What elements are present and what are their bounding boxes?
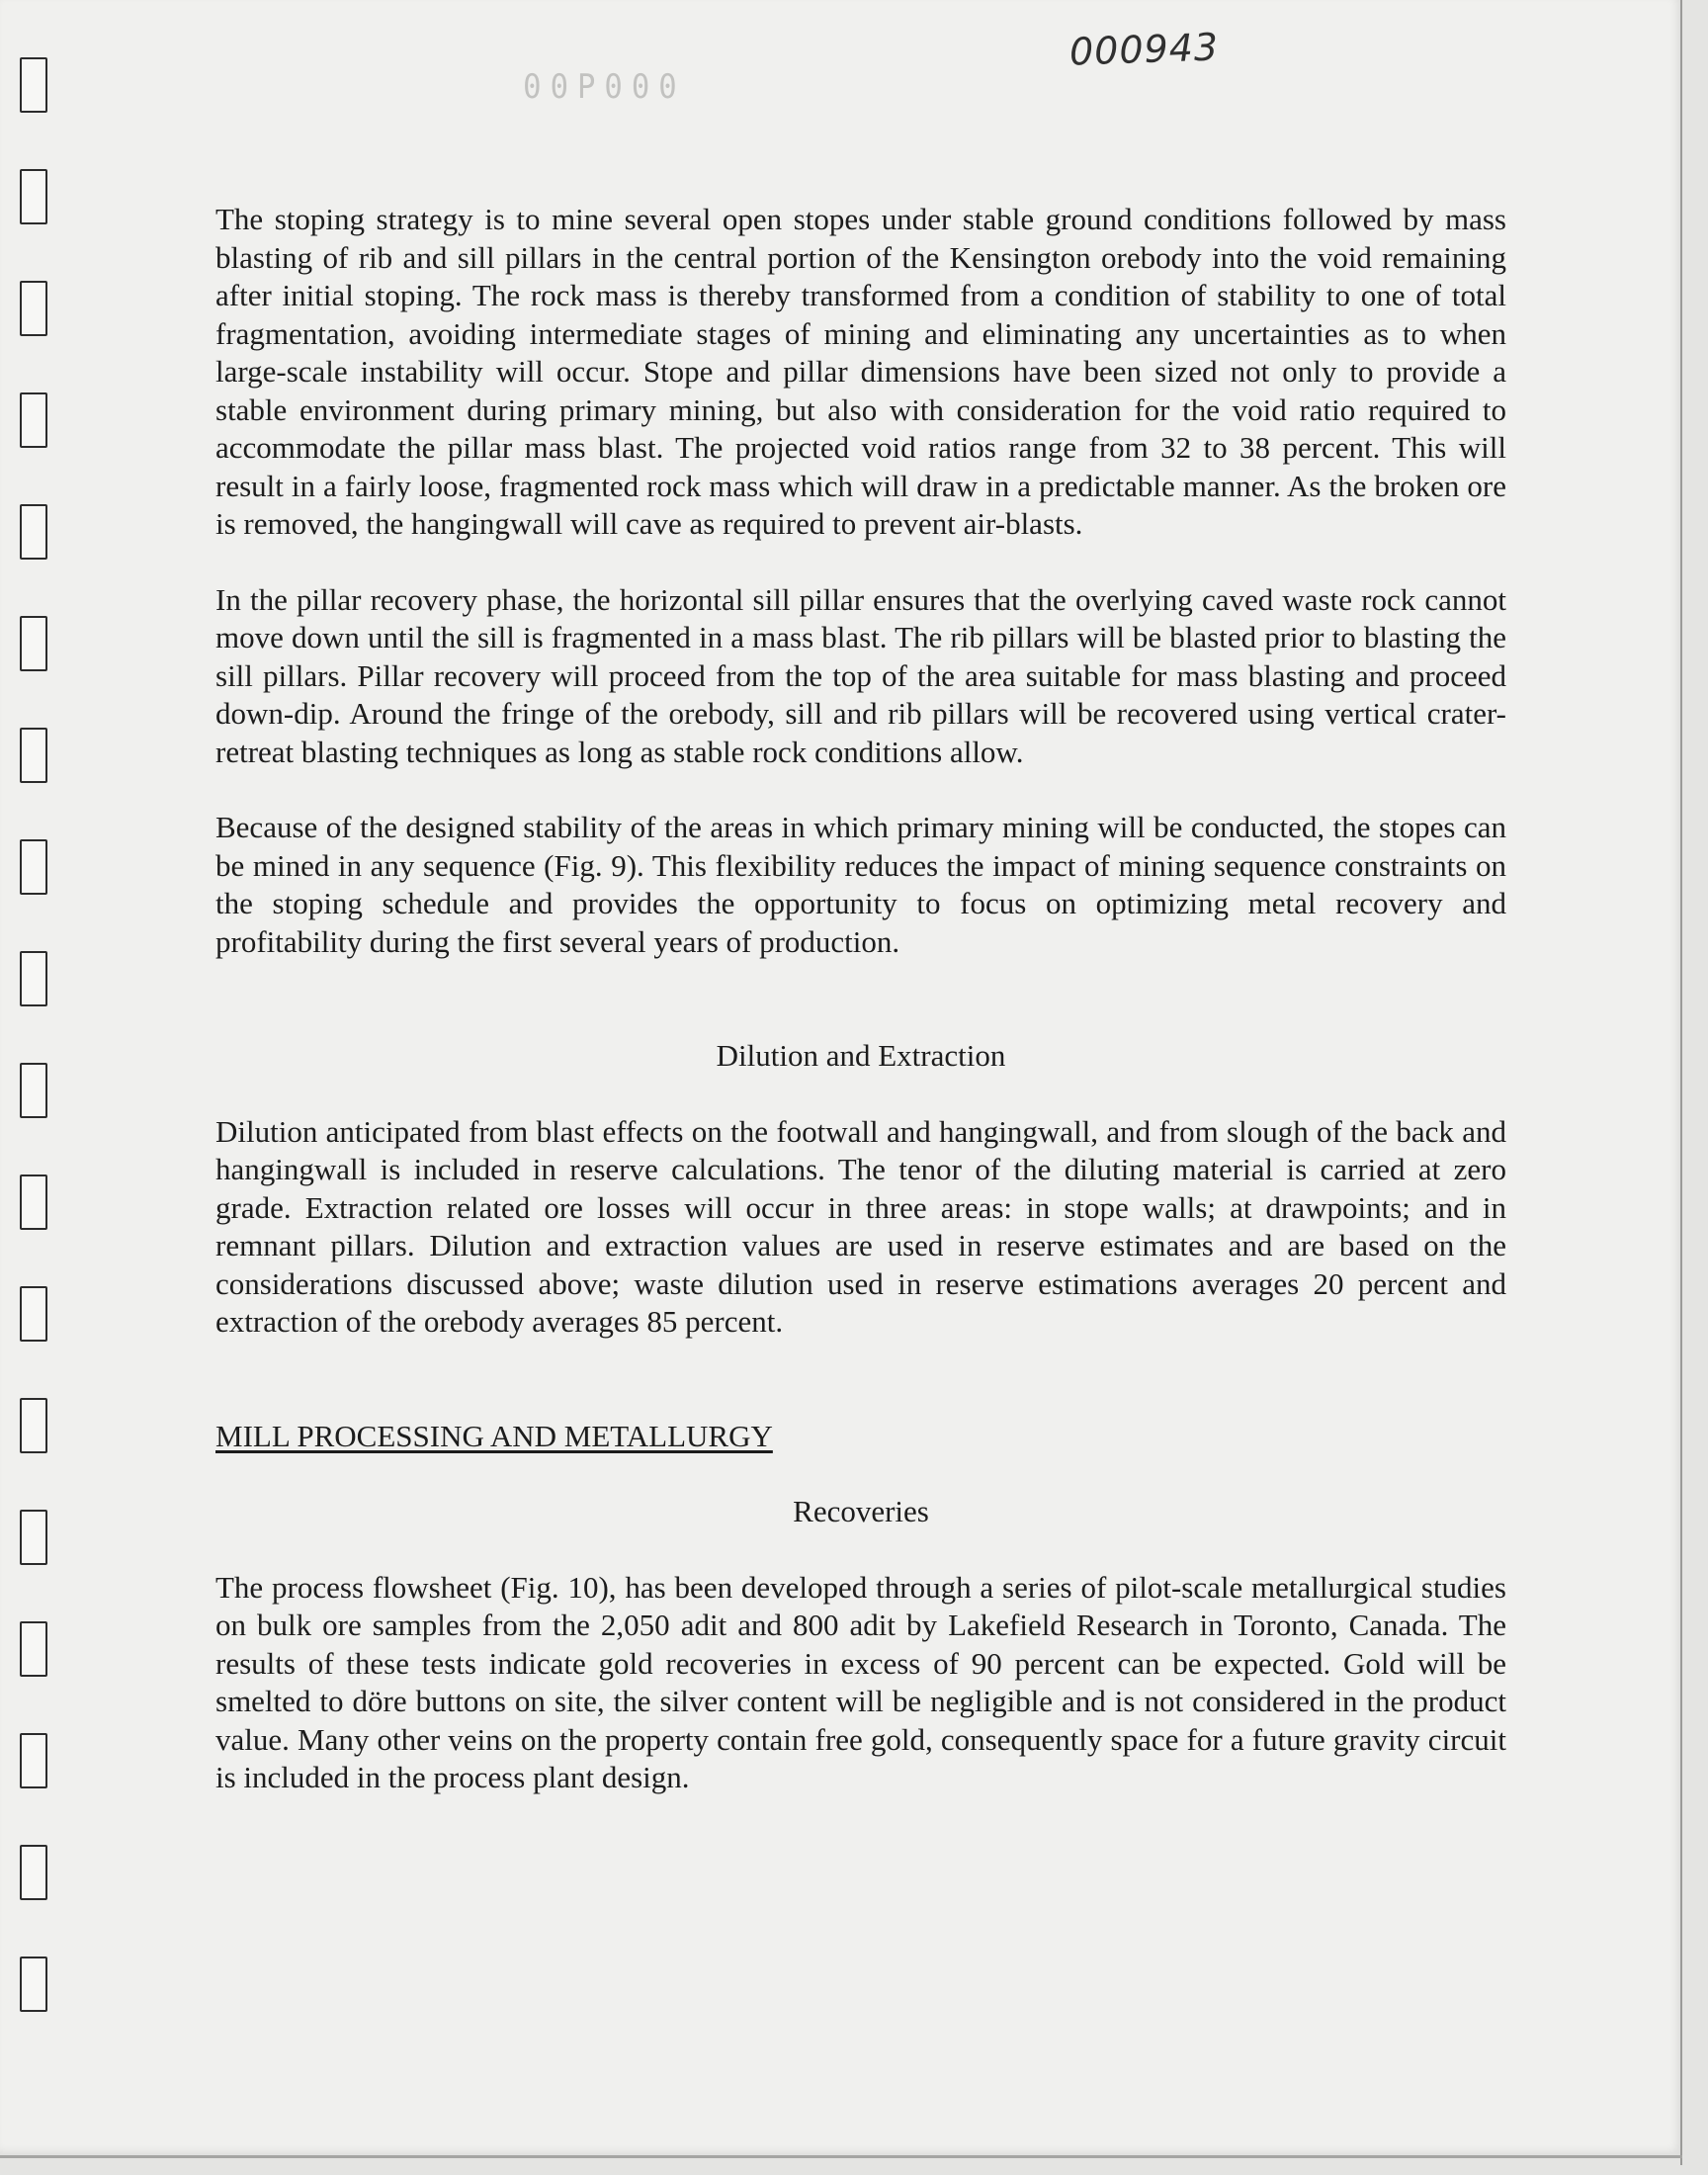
binder-hole — [20, 392, 47, 448]
page-edge-right — [1680, 0, 1682, 2165]
document-body — [215, 201, 1506, 1797]
binder-hole — [20, 1733, 47, 1788]
binder-hole — [20, 57, 47, 113]
page-stamp: 000943 — [1068, 25, 1220, 74]
heading-dilution-extraction: Dilution and Extraction — [716, 1038, 1006, 1073]
binder-hole — [20, 281, 47, 336]
paragraph-stoping-strategy: The stoping strategy is to mine several open stopes under stable ground conditions followed by mass blasting of rib and sill pillars in the central portion of the Kensington orebody into the void remaining after initial stoping. The rock mass is thereby transformed from a condition of stability to one of total fragmentation, avoiding intermediate stages of mining and eliminating any uncertainties as to when large-scale instability will occur. Stope and pillar dimensions have been sized not only to provide a stable environment during primary mining, but also with consideration for the void ratio required to accommodate the pillar mass blast. The projected void ratios range from 32 to 38 percent. This will result in a fairly loose, fragmented rock mass which will draw in a predictable manner. As the broken ore is removed, the hangingwall will cave as required to prevent air-blasts. — [215, 202, 1506, 541]
binder-hole — [20, 1063, 47, 1118]
binder-hole — [20, 1174, 47, 1230]
binder-hole — [20, 169, 47, 224]
paragraph-dilution: Dilution anticipated from blast effects on the footwall and hangingwall, and from slough of the back and hangingwall is included in reserve calculations. The tenor of the diluting material is carried at zero grade. Extraction related ore losses will occur in three areas: in stope walls; at drawpoints; and in remnant pillars. Dilution and extraction values are used in reserve estimates and are based on the considerations discussed above; waste dilution used in reserve estimations averages 20 percent and extraction of the orebody averages 85 percent. — [215, 1113, 1506, 1339]
binder-hole — [20, 728, 47, 783]
binder-hole — [20, 839, 47, 895]
binder-hole — [20, 1286, 47, 1342]
heading-recoveries: Recoveries — [793, 1494, 929, 1528]
heading-mill-processing: MILL PROCESSING AND METALLURGY — [215, 1418, 773, 1453]
binder-hole — [20, 951, 47, 1006]
binder-hole — [20, 1621, 47, 1677]
page-edge-bottom — [0, 2155, 1682, 2158]
binder-hole — [20, 1510, 47, 1565]
binder-hole — [20, 1845, 47, 1900]
binder-holes — [20, 57, 49, 2114]
binder-hole — [20, 1398, 47, 1453]
paragraph-stope-sequence: Because of the designed stability of the areas in which primary mining will be conducted, the stopes can be mined in any sequence (Fig. 9). This flexibility reduces the impact of mining sequence constraints on the stoping schedule and provides the opportunity to focus on optimizing metal recovery and profitability during the first several years of production. — [215, 810, 1506, 959]
binder-hole — [20, 616, 47, 671]
paragraph-process-flowsheet: The process flowsheet (Fig. 10), has been developed through a series of pilot-scale metallurgical studies on bulk ore samples from the 2,050 adit and 800 adit by Lakefield Research in Toronto, Canada. The results of these tests indicate gold recoveries in excess of 90 percent can be expected. Gold will be smelted to döre buttons on site, the silver content will be negligible and is not considered in the product value. Many other veins on the property contain free gold, consequently space for a future gravity circuit is included in the process plant design. — [215, 1569, 1506, 1794]
binder-hole — [20, 1957, 47, 2012]
paragraph-pillar-recovery: In the pillar recovery phase, the horizontal sill pillar ensures that the overlying caved waste rock cannot move down until the sill is fragmented in a mass blast. The rib pillars will be blasted prior to blasting the sill pillars. Pillar recovery will proceed from the top of the area suitable for mass blasting and proceed down-dip. Around the fringe of the orebody, sill and rib pillars will be recovered using vertical crater-retreat blasting techniques as long as stable rock conditions allow. — [215, 581, 1506, 769]
faded-stamp: 00P000 — [523, 67, 686, 107]
binder-hole — [20, 504, 47, 560]
